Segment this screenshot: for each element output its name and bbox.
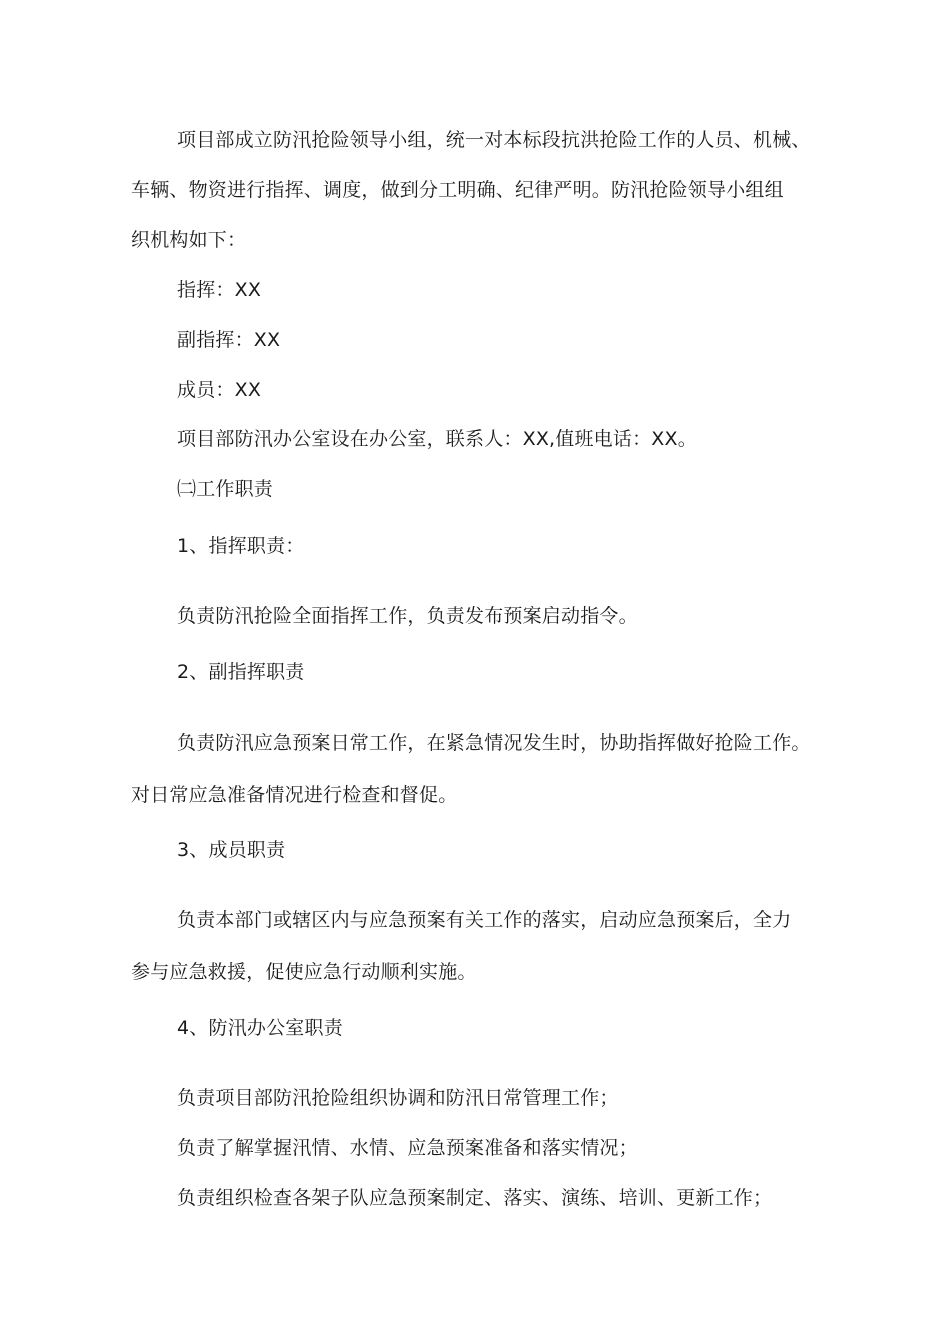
paragraph-line: 项目部成立防汛抢险领导小组，统一对本标段抗洪抢险工作的人员、机械、 bbox=[177, 129, 811, 151]
subsection-heading: 2、副指挥职责 bbox=[177, 661, 305, 683]
paragraph-line: 负责项目部防汛抢险组织协调和防汛日常管理工作； bbox=[177, 1087, 619, 1109]
paragraph-line: 负责防汛应急预案日常工作，在紧急情况发生时，协助指挥做好抢险工作。 bbox=[177, 732, 811, 754]
subsection-heading: 1、指挥职责： bbox=[177, 535, 305, 557]
paragraph-line: 对日常应急准备情况进行检查和督促。 bbox=[131, 784, 458, 806]
paragraph-line: 织机构如下： bbox=[131, 229, 247, 251]
section-heading: ㈡工作职责 bbox=[177, 478, 274, 500]
paragraph-line: 负责本部门或辖区内与应急预案有关工作的落实，启动应急预案后，全力 bbox=[177, 909, 792, 931]
subsection-heading: 4、防汛办公室职责 bbox=[177, 1017, 343, 1039]
paragraph-line: 车辆、物资进行指挥、调度，做到分工明确、纪律严明。防汛抢险领导小组组 bbox=[131, 179, 784, 201]
paragraph-line: 负责组织检查各架子队应急预案制定、落实、演练、培训、更新工作； bbox=[177, 1187, 773, 1209]
paragraph-line: 参与应急救援，促使应急行动顺利实施。 bbox=[131, 961, 477, 983]
paragraph-line: 负责了解掌握汛情、水情、应急预案准备和落实情况； bbox=[177, 1137, 638, 1159]
paragraph-line: 项目部防汛办公室设在办公室，联系人：XX,值班电话：XX。 bbox=[177, 428, 697, 450]
paragraph-line: 副指挥：XX bbox=[177, 329, 281, 351]
paragraph-line: 成员：XX bbox=[177, 379, 262, 401]
paragraph-line: 负责防汛抢险全面指挥工作，负责发布预案启动指令。 bbox=[177, 605, 638, 627]
paragraph-line: 指挥：XX bbox=[177, 279, 262, 301]
subsection-heading: 3、成员职责 bbox=[177, 839, 286, 861]
